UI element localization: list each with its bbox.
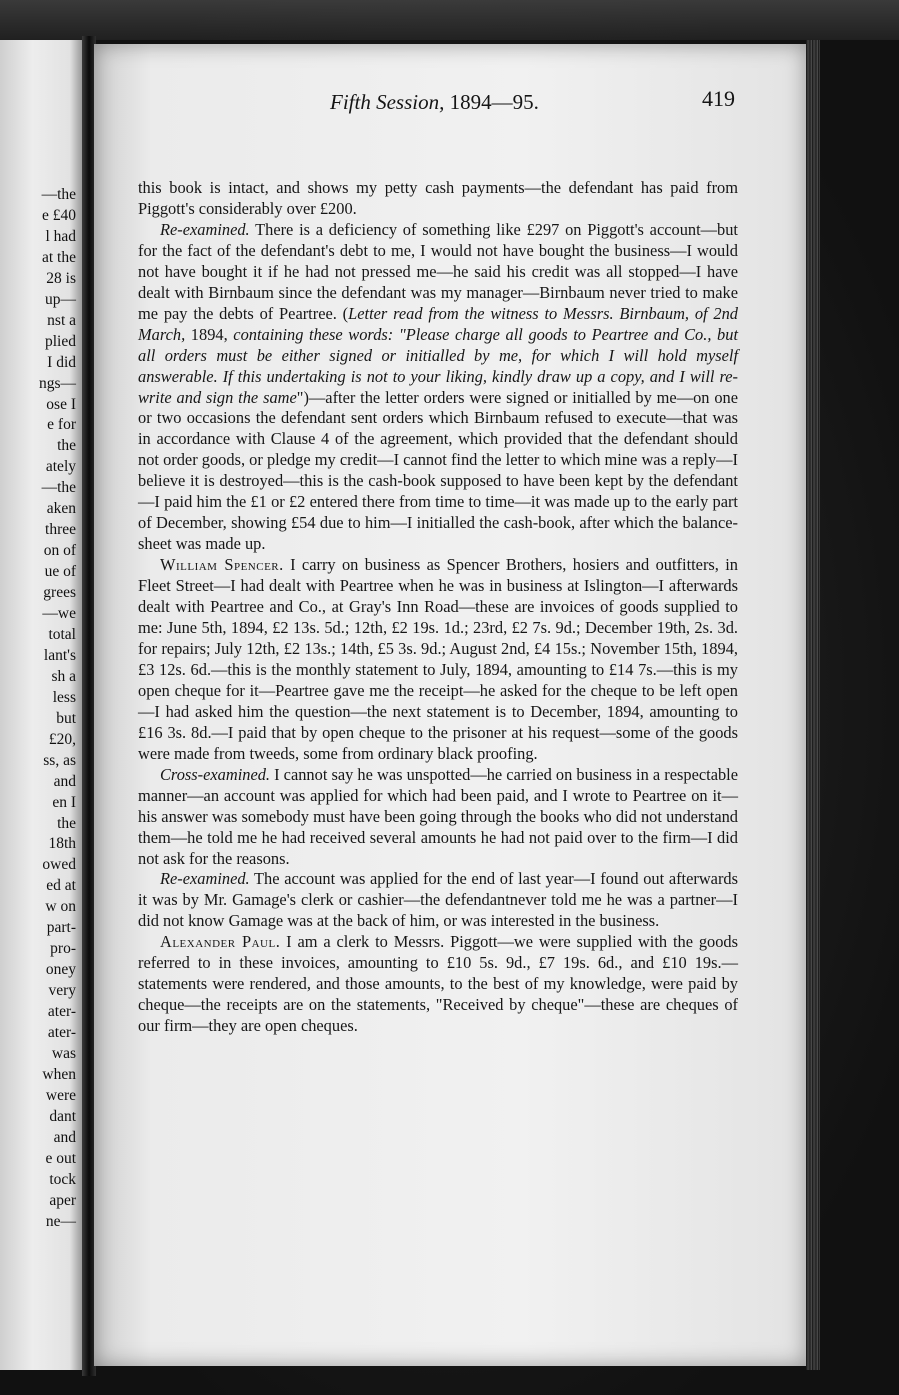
left-page-line-fragment: at the xyxy=(42,248,76,266)
left-page-line-fragment: ater- xyxy=(47,1003,76,1021)
paragraph-italic-text: containing these words: "Please charge all goods to Peartree and Co., but all orders must be either signed or initialled by me, for which I will hold myself answerable. If this undertaking is not to your liking, kindly draw up a copy, and I will re-write and sign the same xyxy=(138,324,738,407)
left-page-line-fragment: ater- xyxy=(47,1024,76,1041)
paragraph-text: I carry on business as Spencer Brothers, hosiers and outfitters, in Fleet Street—I had dealt with Peartree when he was in business at Islington—I afterwards dealt with Peartree and Co., at Gray's Inn Road—these are invoices of goods supplied to me: June 5th, 1894, £2 13s. 5d.; 12th, £2 19s. 1d.; 23rd, £2 7s. 9d.; December 19th, 2s. 3d. for repairs; July 12th, £2 13s.; 14th, £5 3s. 9d.; August 2nd, £4 15s.; November 15th, 1894, £3 12s. 6d.—this is the monthly statement to July, 1894, amounting to £14 7s.—this is my open cheque for it—Peartree gave me the receipt—he asked for the cheque to be left open—I had asked him the question—the next statement is to December, 1894, amounting to £16 3s. 8d.—I paid that by open cheque to the prisoner at his request—some of the goods were made from tweeds, some from ordinary black proofing. xyxy=(138,555,739,763)
left-page-line-fragment: ed at xyxy=(46,877,76,895)
left-page-line-fragment: I did xyxy=(47,353,76,371)
left-facing-page xyxy=(0,40,82,1370)
left-page-line-fragment: on of xyxy=(43,542,76,560)
left-page-line-fragment: 28 is xyxy=(46,269,76,287)
left-page-line-fragment: ngs— xyxy=(38,374,76,392)
paragraph-italic-text: Letter read from the witness to Messrs. Birnbaum, of 2nd March, xyxy=(138,303,739,344)
left-page-line-fragment: dant xyxy=(49,1107,76,1125)
left-page-line-fragment: tock xyxy=(49,1170,76,1188)
left-page-line-fragment: e out xyxy=(45,1149,76,1167)
left-page-line-fragment: very xyxy=(48,982,76,1000)
examination-label: Cross-examined. xyxy=(160,764,271,784)
left-page-line-fragment: and xyxy=(53,772,76,790)
left-page-line-fragment: total xyxy=(48,625,76,643)
left-page-line-fragment: aken xyxy=(46,500,76,518)
page-number: 419 xyxy=(702,86,735,111)
left-page-line-fragment: part- xyxy=(46,919,76,937)
left-page-line-fragment: up— xyxy=(45,290,76,308)
paragraph-text: The account was applied for the end of last year—I found out afterwards it was by Mr. Gamage's clerk or cashier—the defendantnever told me he was a partner—I did not know Gamage was at the back of him, or was interested in the business. xyxy=(138,869,738,931)
paragraph-re-examined-2 xyxy=(138,869,738,932)
left-page-line-fragment: plied xyxy=(45,332,76,350)
left-page-line-fragment: en I xyxy=(52,793,76,811)
paragraph-witness-paul xyxy=(138,932,738,1037)
left-page-line-fragment: e for xyxy=(47,416,76,434)
left-page-line-fragment: owed xyxy=(42,856,76,874)
page-stack-edge xyxy=(806,40,820,1370)
paragraph-text: 1894, xyxy=(185,324,234,344)
left-page-line-fragment: and xyxy=(53,1128,76,1146)
witness-name: Alexander Paul. xyxy=(160,932,281,952)
left-page-line-fragment: 18th xyxy=(48,835,76,853)
paragraph-re-examined xyxy=(138,220,738,555)
left-page-line-fragment: £20, xyxy=(48,730,76,748)
left-page-line-fragment: ne— xyxy=(45,1212,76,1230)
left-page-line-fragment: three xyxy=(45,521,76,539)
left-page-line-fragment: aper xyxy=(49,1191,76,1209)
scan-top-edge xyxy=(0,0,899,40)
left-page-line-fragment: nst a xyxy=(47,311,76,329)
left-page-line-fragment: the xyxy=(57,437,76,455)
paragraph-text: There is a deficiency of something like £297 on Piggott's account—but for the fact of the defendant's debt to me, I would not have bought the business—I would not have bought it if he had not pressed me—he said his credit was all stopped—I have dealt with Birnbaum since the defendant was my manager—Birnbaum never tried to make me pay the debts of Peartree. ( xyxy=(138,219,738,323)
left-page-line-fragment: were xyxy=(45,1086,76,1104)
left-page-line-fragment: was xyxy=(51,1044,76,1062)
left-page-line-fragment: but xyxy=(56,709,76,727)
left-page-line-fragment: lant's xyxy=(43,646,76,664)
left-page-line-fragment: oney xyxy=(45,961,76,979)
left-page-line-fragment: e £40 xyxy=(41,206,76,224)
running-head-years: 1894—95. xyxy=(449,90,539,114)
paragraph-text: ")—after the letter orders were signed or initialled by me—on one or two occasions the defendant sent orders which Birnbaum refused to execute—that was in accordance with Clause 4 of the agreement, which provided that the defendant should not order goods, or pledge my credit—I cannot find the letter to which mine was a reply—I believe it is destroyed—this is the cash-book supposed to have been kept by the defendant—I paid him the £1 or £2 entered there from time to time—it was made up to the early part of December, showing £54 due to him—I initialled the cash-book, after which the balance-sheet was made up. xyxy=(138,387,739,554)
paragraph-cross-examined xyxy=(138,765,738,870)
left-page-line-fragment: ately xyxy=(45,458,76,476)
left-page-line-fragment: —the xyxy=(41,479,76,497)
left-page-line-fragment: ss, as xyxy=(43,751,76,769)
left-page-line-fragment: —we xyxy=(42,605,76,622)
left-page-line-fragment: grees xyxy=(43,584,76,602)
examination-label: Re-examined. xyxy=(160,869,250,889)
left-page-line-fragment: sh a xyxy=(51,667,76,685)
paragraph-text: this book is intact, and shows my petty cash payments—the defendant has paid from Piggott's considerably over £200. xyxy=(138,178,738,218)
paragraph-continuation xyxy=(138,178,738,220)
left-page-line-fragment: ue of xyxy=(44,563,76,581)
examination-label: Re-examined. xyxy=(160,219,250,239)
left-page-line-fragment: the xyxy=(57,814,76,832)
body-text xyxy=(138,178,738,1037)
left-page-line-fragment: l had xyxy=(45,227,76,245)
left-page-line-fragment: pro- xyxy=(50,940,76,958)
paragraph-witness-spencer xyxy=(138,555,738,765)
running-head-session: Fifth Session, xyxy=(330,90,445,114)
paragraph-text: I am a clerk to Messrs. Piggott—we were supplied with the goods referred to in these invoices, amounting to £10 5s. 9d., £7 19s. 6d., and £10 19s.—statements were rendered, and those amounts, to the best of my knowledge, were paid by cheque—the receipts are on the statements, "Received by cheque"—these are cheques of our firm—they are open cheques. xyxy=(138,932,738,1036)
left-page-line-fragment: ose I xyxy=(46,395,76,413)
left-page-line-fragment: less xyxy=(52,688,76,706)
left-page-line-fragment: when xyxy=(42,1065,76,1083)
paragraph-text: I cannot say he was unspotted—he carried on business in a respectable manner—an account was applied for which had been paid, and I wrote to Peartree on it—his answer was somebody must have been going through the books who did not understand them—he told me he had received several amounts he had not paid over to the firm—I did not ask for the reasons. xyxy=(138,764,738,868)
witness-name: William Spencer. xyxy=(160,555,284,575)
left-page-line-fragment: w on xyxy=(45,898,76,916)
page-header xyxy=(0,86,899,120)
left-page-line-fragment: —the xyxy=(41,186,76,203)
running-head xyxy=(330,90,539,115)
